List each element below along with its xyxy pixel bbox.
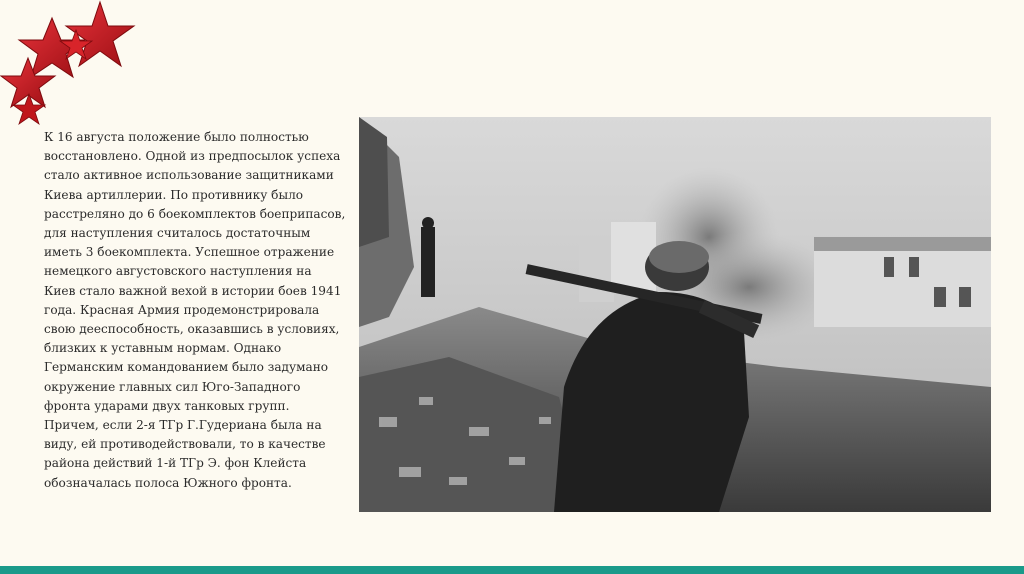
- body-text: К 16 августа положение было полностью восстановлено. Одной из предпосылок успеха стало активное использование защитниками Киева артиллерии. По противнику было расстреляно до 6 боекомплектов боеприпасов, для наступления считалось достаточным иметь 3 боекомплекта. Успешное отражение немецкого августовского наступления на Киев стало важной вехой в истории боев 1941 года. Красная Армия продемонстрировала свою дееспособность, оказавшись в условиях, близких к уставным нормам. Однако Германским командованием было задумано окружение главных сил Юго-Западного фронта ударами двух танковых групп. Причем, если 2-я ТГр Г.Гудериана была на виду, ей противодействовали, то в качестве района действий 1-й ТГр Э. фон Клейста обозначалась полоса Южного фронта.: [44, 130, 346, 490]
- red-stars-icon: [0, 0, 140, 140]
- bottom-accent-bar: [0, 566, 1024, 574]
- war-photo-image: [359, 117, 991, 512]
